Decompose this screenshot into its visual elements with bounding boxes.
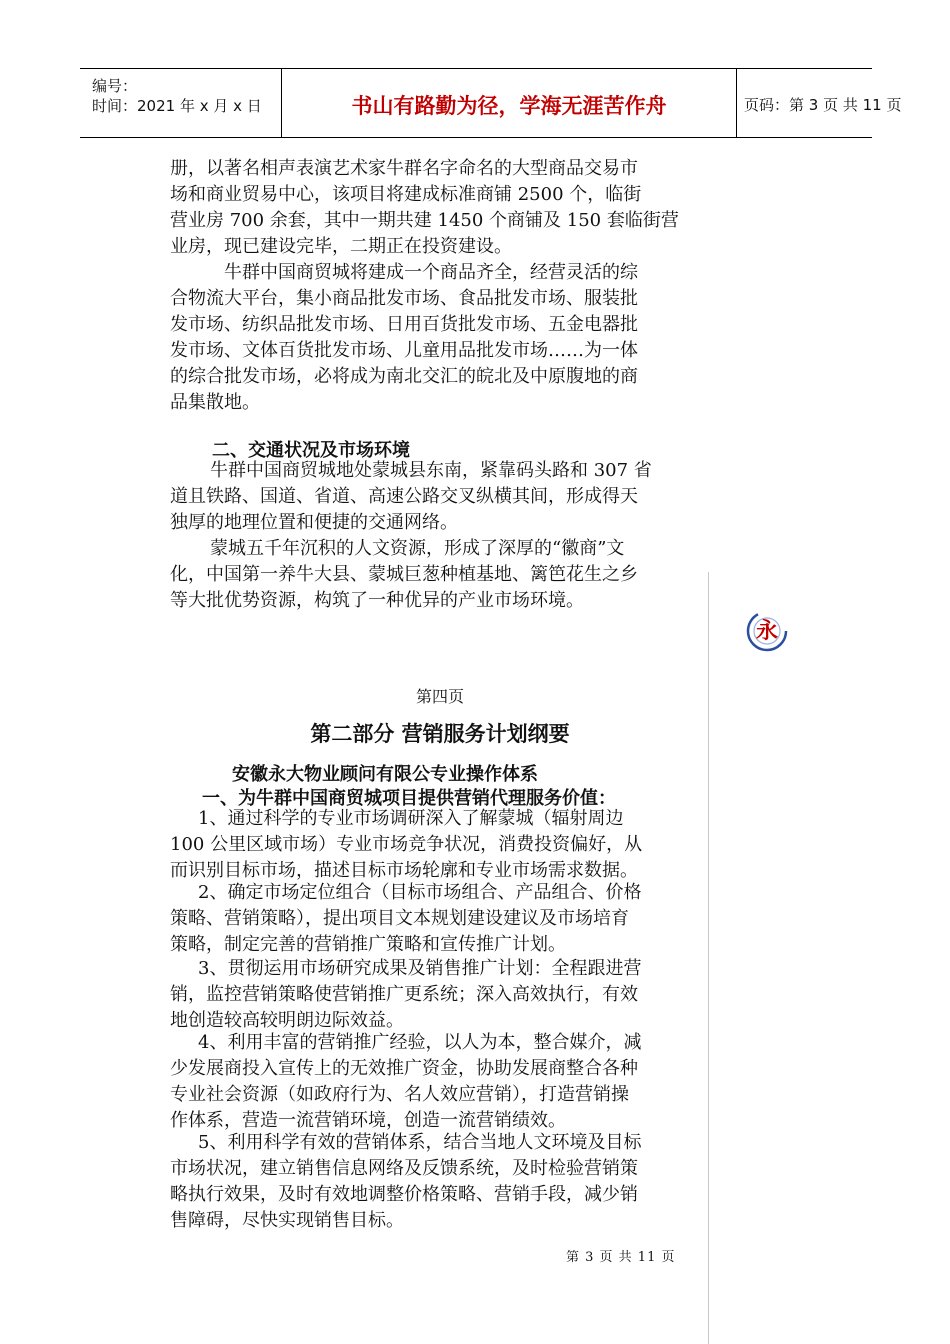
serial-label: 编号： <box>92 77 138 95</box>
item-2 <box>170 880 674 958</box>
text-line: 册，以著名相声表演艺术家牛群名字命名的大型商品交易市 <box>170 158 638 179</box>
item-4 <box>170 1030 674 1134</box>
company-system-heading: 安徽永大物业顾问有限公专业操作体系 <box>232 764 538 785</box>
header-meta-cell <box>80 69 280 137</box>
text-line: 少发展商投入宣传上的无效推广资金，协助发展商整合各种 <box>170 1058 638 1079</box>
traffic-heading: 二、交通状况及市场环境 <box>212 440 410 461</box>
text-line: 营业房 700 余套，其中一期共建 1450 个商铺及 150 套临街营 <box>170 210 679 231</box>
page-footer: 第 3 页 共 11 页 <box>566 1250 676 1265</box>
header-motto-cell <box>281 69 737 137</box>
text-line: 3、贯彻运用市场研究成果及销售推广计划：全程跟进营 <box>198 958 642 979</box>
text-line: 作体系，营造一流营销环境，创造一流营销绩效。 <box>170 1110 566 1131</box>
market-paragraph <box>170 260 674 416</box>
text-line: 5、利用科学有效的营销体系，结合当地人文环境及目标 <box>198 1132 642 1153</box>
text-line: 业房，现已建设完毕，二期正在投资建设。 <box>170 236 512 257</box>
traffic-paragraph-1 <box>170 458 674 536</box>
text-line: 2、确定市场定位组合（目标市场组合、产品组合、价格 <box>198 882 642 903</box>
text-line: 100 公里区域市场）专业市场竞争状况，消费投资偏好，从 <box>170 834 643 855</box>
time-label: 时间：2021 年 x 月 x 日 <box>92 97 262 115</box>
text-line: 1、通过科学的专业市场调研深入了解蒙城（辐射周边 <box>198 808 624 829</box>
text-line: 略执行效果，及时有效地调整价格策略、营销手段，减少销 <box>170 1184 638 1205</box>
text-line: 场和商业贸易中心，该项目将建成标准商铺 2500 个，临街 <box>170 184 642 205</box>
item-3 <box>170 956 674 1034</box>
header-page-cell <box>736 69 902 137</box>
item-1 <box>170 806 674 884</box>
part-title: 第二部分 营销服务计划纲要 <box>310 722 570 746</box>
text-line: 专业社会资源（如政府行为、名人效应营销），打造营销操 <box>170 1084 629 1105</box>
text-line: 牛群中国商贸城将建成一个商品齐全，经营灵活的综 <box>206 262 638 283</box>
text-line: 道且铁路、国道、省道、高速公路交叉纵横其间，形成得天 <box>170 486 638 507</box>
text-line: 市场状况，建立销售信息网络及反馈系统，及时检验营销策 <box>170 1158 638 1179</box>
header-page-label: 页码：第 3 页 共 11 页 <box>744 96 902 114</box>
text-line: 的综合批发市场，必将成为南北交汇的皖北及中原腹地的商 <box>170 366 638 387</box>
text-line: 策略、营销策略），提出项目文本规划建设建议及市场培育 <box>170 908 629 929</box>
value-heading: 一、为牛群中国商贸城项目提供营销代理服务价值： <box>202 788 616 809</box>
text-line: 发市场、纺织品批发市场、日用百货批发市场、五金电器批 <box>170 314 638 335</box>
text-line: 独厚的地理位置和便捷的交通网络。 <box>170 512 458 533</box>
text-line: 销，监控营销策略使营销推广更系统；深入高效执行，有效 <box>170 984 638 1005</box>
text-line: 品集散地。 <box>170 392 260 413</box>
text-line: 蒙城五千年沉积的人文资源，形成了深厚的“徽商”文 <box>210 538 625 559</box>
text-line: 等大批优势资源，构筑了一种优异的产业市场环境。 <box>170 590 584 611</box>
logo-glyph: 永 <box>755 618 779 644</box>
page-four-label: 第四页 <box>415 687 464 706</box>
text-line: 合物流大平台，集小商品批发市场、食品批发市场、服装批 <box>170 288 638 309</box>
yongda-logo-icon <box>744 608 790 654</box>
text-line: 策略，制定完善的营销推广策略和宣传推广计划。 <box>170 934 566 955</box>
text-line: 牛群中国商贸城地处蒙城县东南，紧靠码头路和 307 省 <box>210 460 652 481</box>
item-5 <box>170 1130 674 1234</box>
page-header <box>80 68 902 138</box>
text-line: 化，中国第一养牛大县、蒙城巨葱种植基地、篱笆花生之乡 <box>170 564 638 585</box>
text-line: 4、利用丰富的营销推广经验，以人为本，整合媒介，减 <box>198 1032 642 1053</box>
motto-text: 书山有路勤为径，学海无涯苦作舟 <box>351 94 667 118</box>
text-line: 发市场、文体百货批发市场、儿童用品批发市场……为一体 <box>170 340 638 361</box>
continued-paragraph <box>170 156 679 260</box>
traffic-paragraph-2 <box>170 536 674 614</box>
text-line: 售障碍，尽快实现销售目标。 <box>170 1210 404 1231</box>
text-line: 地创造较高较明朗边际效益。 <box>170 1010 404 1031</box>
text-line: 而识别目标市场，描述目标市场轮廓和专业市场需求数据。 <box>170 860 638 881</box>
